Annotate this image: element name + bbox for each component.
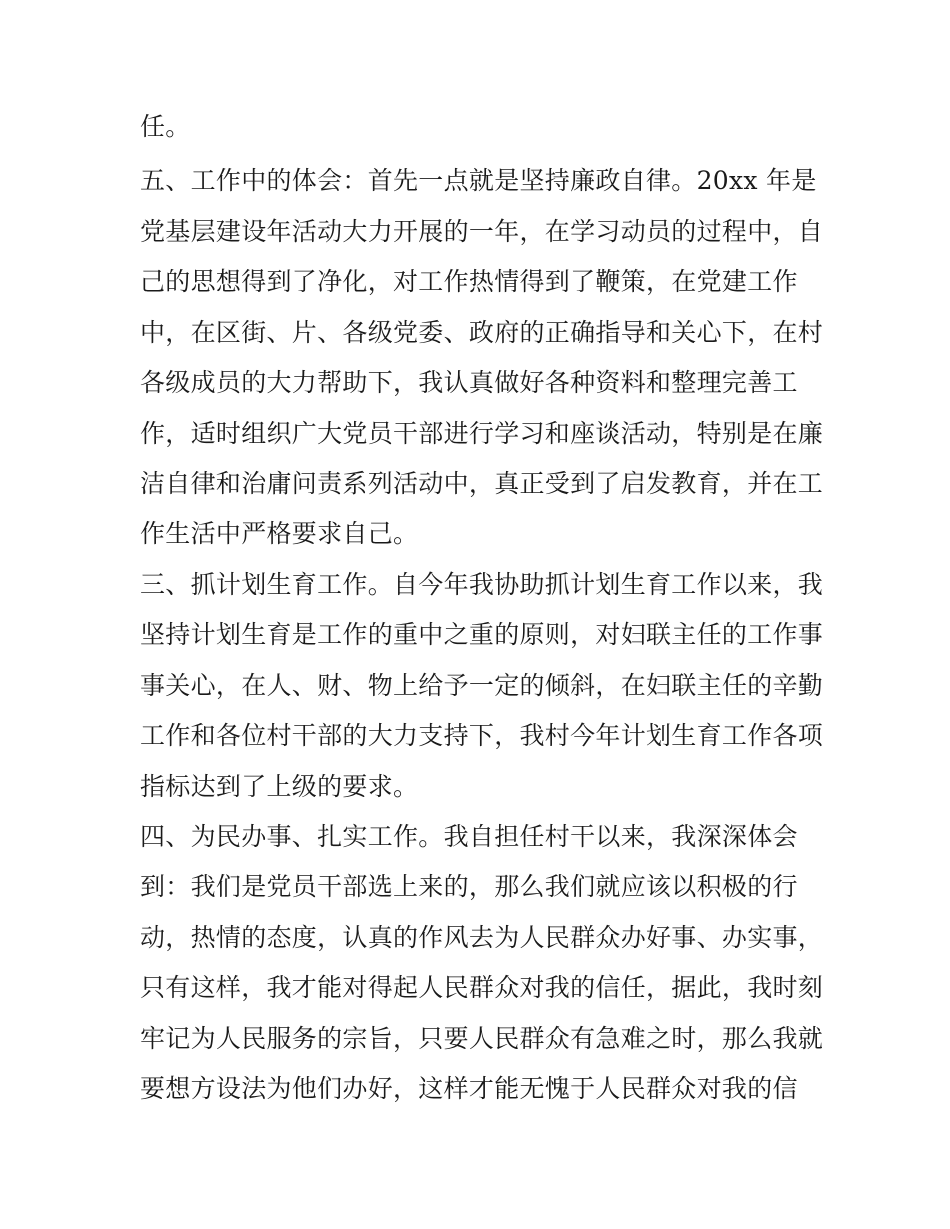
text-line: 指标达到了上级的要求。 — [140, 772, 419, 801]
text-line: 要想方设法为他们办好，这样才能无愧于人民群众对我的信 — [140, 1074, 798, 1103]
text-line: 各级成员的大力帮助下，我认真做好各种资料和整理完善工 — [140, 368, 798, 397]
text-line: 洁自律和治庸问责系列活动中，真正受到了启发教育，并在工 — [140, 469, 824, 498]
text-line: 事关心，在人、财、物上给予一定的倾斜，在妇联主任的辛勤 — [140, 671, 824, 700]
text-line: 党基层建设年活动大力开展的一年，在学习动员的过程中，自 — [140, 217, 824, 246]
text-line: 坚持计划生育是工作的重中之重的原则，对妇联主任的工作事 — [140, 620, 824, 649]
text-line: 五、工作中的体会：首先一点就是坚持廉政自律。20xx 年是 — [140, 166, 817, 195]
text-line: 牢记为人民服务的宗旨，只要人民群众有急难之时，那么我就 — [140, 1024, 824, 1053]
text-line: 四、为民办事、扎实工作。我自担任村干以来，我深深体会 — [140, 822, 798, 851]
text-line: 动，热情的态度，认真的作风去为人民群众办好事、办实事， — [140, 923, 824, 952]
text-line: 任。 — [140, 112, 191, 141]
text-line: 己的思想得到了净化，对工作热情得到了鞭策，在党建工作 — [140, 267, 798, 296]
text-line: 只有这样，我才能对得起人民群众对我的信任，据此，我时刻 — [140, 973, 824, 1002]
text-line: 作生活中严格要求自己。 — [140, 519, 419, 548]
text-line: 三、抓计划生育工作。自今年我协助抓计划生育工作以来，我 — [140, 570, 824, 599]
text-line: 作，适时组织广大党员干部进行学习和座谈活动，特别是在廉 — [140, 419, 824, 448]
text-line: 到：我们是党员干部选上来的，那么我们就应该以积极的行 — [140, 872, 798, 901]
text-line: 工作和各位村干部的大力支持下，我村今年计划生育工作各项 — [140, 721, 824, 750]
text-line: 中，在区街、片、各级党委、政府的正确指导和关心下，在村 — [140, 318, 824, 347]
